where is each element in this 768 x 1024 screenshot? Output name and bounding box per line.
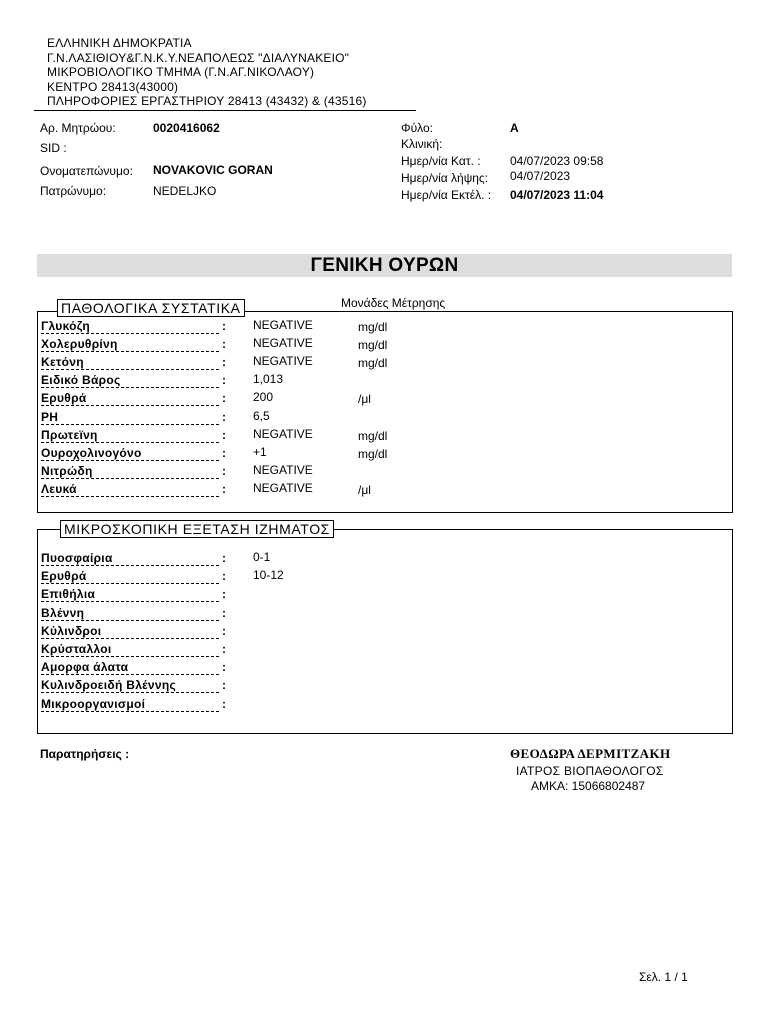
row-label: Κυλινδροειδή Βλέννης bbox=[41, 678, 177, 693]
dotted-leader bbox=[41, 387, 219, 388]
row-label: Ειδικό Βάρος bbox=[41, 373, 121, 388]
row-value: 200 bbox=[253, 390, 274, 405]
row-separator: : bbox=[222, 481, 226, 496]
lab-header bbox=[47, 36, 367, 109]
name-value: NOVAKOVIC GORAN bbox=[153, 163, 273, 177]
dotted-leader bbox=[41, 656, 219, 657]
row-separator: : bbox=[222, 569, 226, 584]
remarks-label: Παρατηρήσεις : bbox=[40, 747, 130, 761]
row-value: NEGATIVE bbox=[253, 462, 313, 477]
row-unit: /μl bbox=[358, 392, 371, 407]
row-value: 6,5 bbox=[253, 408, 270, 423]
dotted-leader bbox=[41, 638, 219, 639]
date-cat-label: Ημερ/νία Κατ. : bbox=[401, 154, 481, 168]
reg-value: 0020416062 bbox=[153, 121, 220, 135]
reg-label: Αρ. Μητρώου: bbox=[40, 121, 116, 135]
date-cat-value: 04/07/2023 09:58 bbox=[510, 154, 604, 168]
row-separator: : bbox=[222, 337, 226, 352]
dotted-leader bbox=[41, 351, 219, 352]
dotted-leader bbox=[41, 333, 219, 334]
sex-value: A bbox=[510, 121, 519, 135]
signature-title: ΙΑΤΡΟΣ ΒΙΟΠΑΘΟΛΟΓΟΣ bbox=[516, 764, 664, 778]
page-number: Σελ. 1 / 1 bbox=[639, 970, 688, 984]
row-label: Γλυκόζη bbox=[41, 319, 90, 333]
row-unit: mg/dl bbox=[358, 428, 388, 443]
father-value: NEDELJKO bbox=[153, 184, 217, 198]
dotted-leader bbox=[41, 674, 219, 675]
row-label: Επιθήλια bbox=[41, 587, 96, 602]
father-label: Πατρώνυμο: bbox=[40, 184, 107, 198]
row-value: 1,013 bbox=[253, 372, 284, 387]
row-label: Ερυθρά bbox=[41, 569, 87, 584]
row-separator: : bbox=[222, 642, 226, 656]
row-separator: : bbox=[222, 373, 226, 388]
date-exec-value: 04/07/2023 11:04 bbox=[510, 188, 604, 202]
date-sample-value: 04/07/2023 bbox=[510, 169, 571, 183]
row-separator: : bbox=[222, 660, 226, 675]
row-value: NEGATIVE bbox=[253, 426, 313, 441]
row-label: Ουροχολινογόνο bbox=[41, 445, 142, 460]
row-value: NEGATIVE bbox=[253, 354, 313, 369]
row-value: 0-1 bbox=[253, 550, 271, 564]
row-label: Μικροοργανισμοί bbox=[41, 696, 146, 711]
row-label: Κύλινδροι bbox=[41, 623, 102, 638]
pathological-section-title: ΠΑΘΟΛΟΓΙΚΑ ΣΥΣΤΑΤΙΚΑ bbox=[57, 299, 245, 317]
row-separator: : bbox=[222, 319, 226, 333]
header-line: ΠΛΗΡΟΦΟΡΙΕΣ ΕΡΓΑΣΤΗΡΙΟΥ 28413 (43432) & (43516) bbox=[47, 94, 367, 108]
row-value: NEGATIVE bbox=[253, 318, 313, 332]
units-header: Μονάδες Μέτρησης bbox=[341, 296, 446, 310]
row-unit: /μl bbox=[358, 482, 371, 497]
dotted-leader bbox=[41, 692, 219, 693]
sex-label: Φύλο: bbox=[401, 121, 433, 135]
row-separator: : bbox=[222, 587, 226, 602]
header-line: ΕΛΛΗΝΙΚΗ ΔΗΜΟΚΡΑΤΙΑ bbox=[47, 36, 192, 50]
row-label: Πυοσφαίρια bbox=[41, 551, 113, 565]
row-separator: : bbox=[222, 445, 226, 460]
row-label: Αμορφα άλατα bbox=[41, 660, 129, 675]
clinic-label: Κλινική: bbox=[401, 137, 443, 151]
row-value: NEGATIVE bbox=[253, 480, 313, 495]
row-value: +1 bbox=[253, 444, 267, 459]
row-label: Πρωτεϊνη bbox=[41, 427, 98, 442]
sid-label: SID : bbox=[40, 141, 67, 155]
dotted-leader bbox=[41, 442, 219, 443]
dotted-leader bbox=[41, 583, 219, 584]
header-line: Γ.Ν.ΛΑΣΙΘΙΟΥ&Γ.Ν.Κ.Υ.ΝΕΑΠΟΛΕΩΣ "ΔΙΑΛΥΝΑΚΕΙΟ" bbox=[47, 50, 350, 65]
row-label: Λευκά bbox=[41, 481, 77, 496]
row-label: Ερυθρά bbox=[41, 391, 87, 406]
row-separator: : bbox=[222, 463, 226, 478]
row-value: 10-12 bbox=[253, 568, 284, 583]
row-separator: : bbox=[222, 605, 226, 620]
name-label: Ονοματεπώνυμο: bbox=[40, 164, 133, 178]
row-unit: mg/dl bbox=[358, 446, 388, 461]
row-separator: : bbox=[222, 409, 226, 424]
exam-title: ΓΕΝΙΚΗ ΟΥΡΩΝ bbox=[310, 255, 459, 276]
exam-title-bar bbox=[37, 254, 732, 277]
dotted-leader bbox=[41, 478, 219, 479]
header-line: ΚΕΝΤΡΟ 28413(43000) bbox=[47, 79, 179, 94]
dotted-leader bbox=[41, 424, 219, 425]
row-separator: : bbox=[222, 391, 226, 406]
row-separator: : bbox=[222, 551, 226, 565]
dotted-leader bbox=[41, 496, 219, 497]
signature-name: ΘΕΟΔΩΡΑ ΔΕΡΜΙΤΖΑΚΗ bbox=[510, 746, 671, 761]
row-unit: mg/dl bbox=[358, 356, 388, 371]
row-value: NEGATIVE bbox=[253, 336, 313, 351]
row-separator: : bbox=[222, 355, 226, 370]
row-separator: : bbox=[222, 696, 226, 711]
header-line: ΜΙΚΡΟΒΙΟΛΟΓΙΚΟ ΤΜΗΜΑ (Γ.Ν.ΑΓ.ΝΙΚΟΛΑΟΥ) bbox=[47, 65, 315, 79]
row-label: Κρύσταλλοι bbox=[41, 642, 112, 656]
date-exec-label: Ημερ/νία Εκτέλ. : bbox=[401, 188, 492, 202]
row-label: Χολερυθρίνη bbox=[41, 337, 118, 352]
header-divider bbox=[34, 110, 416, 111]
microscopic-section-title: ΜΙΚΡΟΣΚΟΠΙΚΗ ΕΞΕΤΑΣΗ ΙΖΗΜΑΤΟΣ bbox=[60, 520, 334, 538]
dotted-leader bbox=[41, 711, 219, 712]
row-separator: : bbox=[222, 678, 226, 693]
dotted-leader bbox=[41, 460, 219, 461]
row-label: Κετόνη bbox=[41, 355, 84, 370]
dotted-leader bbox=[41, 369, 219, 370]
dotted-leader bbox=[41, 565, 219, 566]
dotted-leader bbox=[41, 620, 219, 621]
row-label: Νιτρώδη bbox=[41, 463, 93, 478]
row-label: Βλέννη bbox=[41, 605, 85, 620]
signature-amka: ΑΜΚΑ: 15066802487 bbox=[531, 779, 646, 793]
dotted-leader bbox=[41, 601, 219, 602]
row-separator: : bbox=[222, 623, 226, 638]
dotted-leader bbox=[41, 405, 219, 406]
row-label: PH bbox=[41, 409, 59, 424]
date-sample-label: Ημερ/νία λήψης: bbox=[401, 171, 489, 185]
row-unit: mg/dl bbox=[358, 338, 388, 353]
row-unit: mg/dl bbox=[358, 320, 388, 334]
row-separator: : bbox=[222, 427, 226, 442]
